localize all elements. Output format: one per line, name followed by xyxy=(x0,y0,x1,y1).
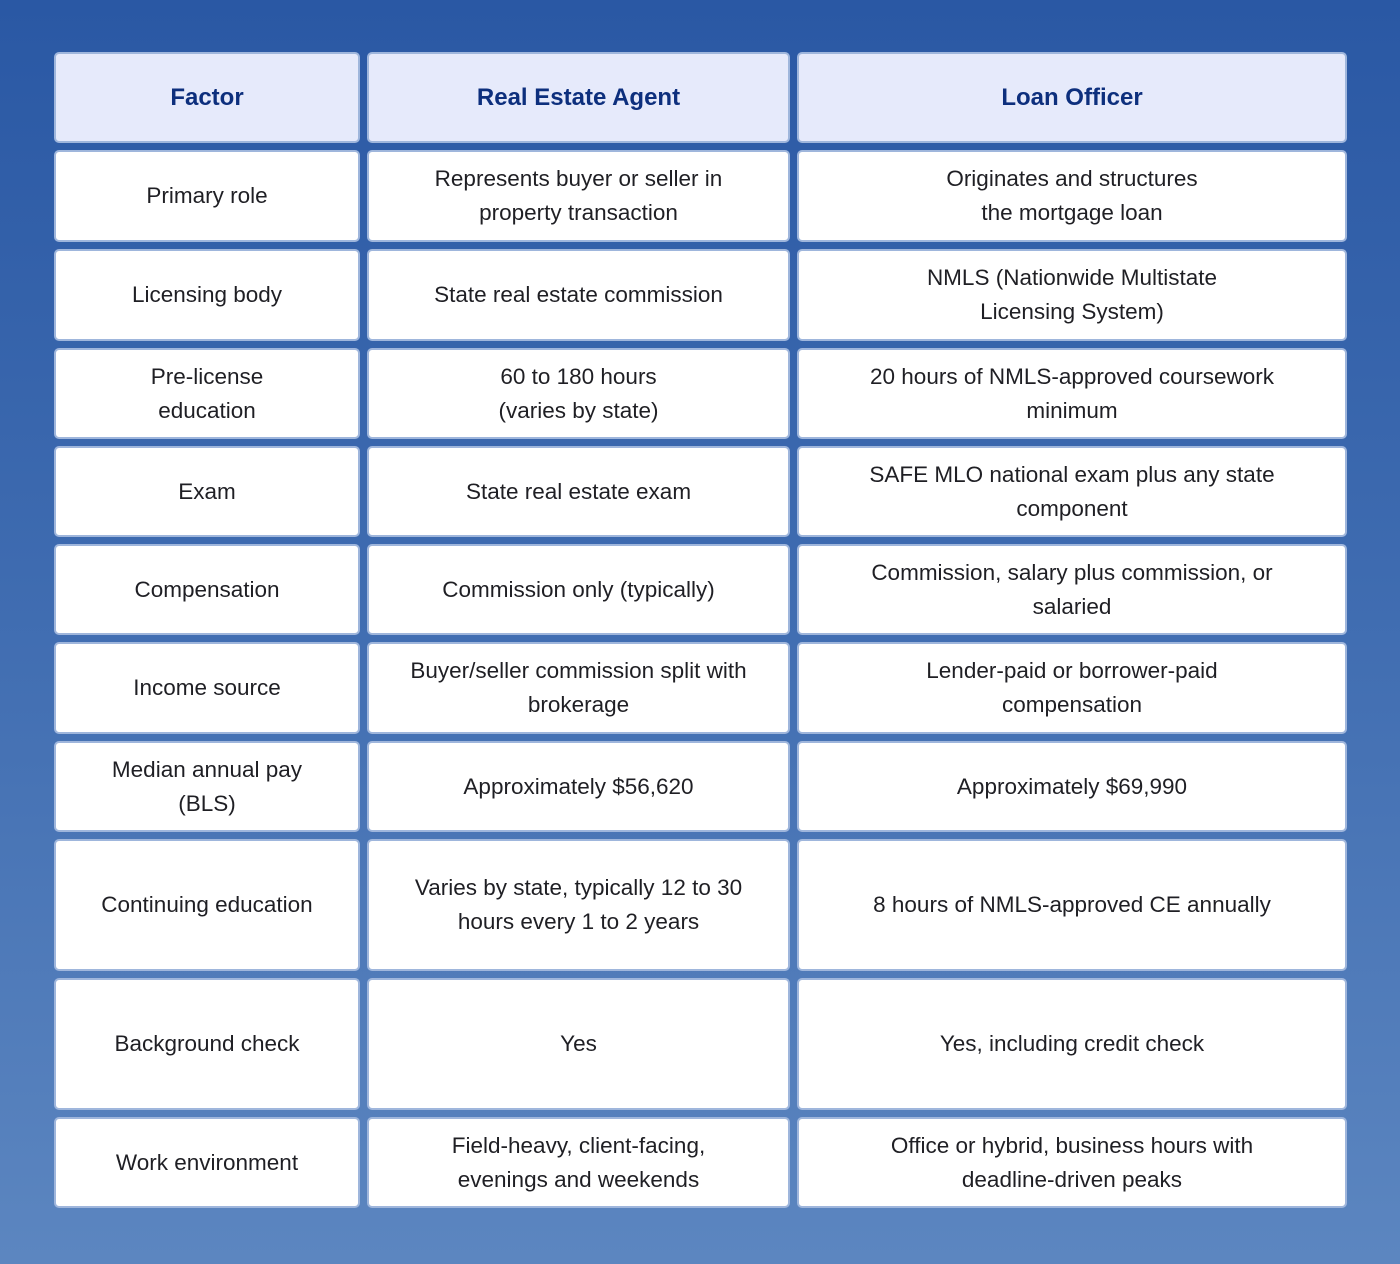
table-row xyxy=(54,446,1347,537)
table-row xyxy=(54,1117,1347,1208)
loan-officer-cell: 8 hours of NMLS-approved CE annually xyxy=(797,839,1347,971)
factor-cell: Median annual pay (BLS) xyxy=(54,741,360,832)
factor-cell: Work environment xyxy=(54,1117,360,1208)
comparison-table xyxy=(54,52,1347,1215)
agent-cell: Approximately $56,620 xyxy=(367,741,790,832)
loan-officer-cell: Approximately $69,990 xyxy=(797,741,1347,832)
factor-cell: Exam xyxy=(54,446,360,537)
agent-cell: Commission only (typically) xyxy=(367,544,790,635)
table-row xyxy=(54,642,1347,734)
factor-cell: Pre-license education xyxy=(54,348,360,439)
table-row xyxy=(54,150,1347,242)
loan-officer-cell: Originates and structures the mortgage loan xyxy=(797,150,1347,242)
header-loan-officer: Loan Officer xyxy=(797,52,1347,143)
loan-officer-cell: Office or hybrid, business hours with deadline-driven peaks xyxy=(797,1117,1347,1208)
table-header-row xyxy=(54,52,1347,143)
agent-cell: State real estate exam xyxy=(367,446,790,537)
loan-officer-cell: Lender-paid or borrower-paid compensation xyxy=(797,642,1347,734)
loan-officer-cell: Yes, including credit check xyxy=(797,978,1347,1110)
agent-cell: Varies by state, typically 12 to 30 hours every 1 to 2 years xyxy=(367,839,790,971)
table-row xyxy=(54,544,1347,635)
loan-officer-cell: Commission, salary plus commission, or salaried xyxy=(797,544,1347,635)
factor-cell: Compensation xyxy=(54,544,360,635)
agent-cell: Field-heavy, client-facing, evenings and weekends xyxy=(367,1117,790,1208)
factor-cell: Income source xyxy=(54,642,360,734)
factor-cell: Continuing education xyxy=(54,839,360,971)
table-row xyxy=(54,348,1347,439)
table-row xyxy=(54,978,1347,1110)
agent-cell: 60 to 180 hours (varies by state) xyxy=(367,348,790,439)
factor-cell: Licensing body xyxy=(54,249,360,341)
table-row xyxy=(54,249,1347,341)
agent-cell: State real estate commission xyxy=(367,249,790,341)
table-row xyxy=(54,839,1347,971)
factor-cell: Primary role xyxy=(54,150,360,242)
agent-cell: Buyer/seller commission split with brokerage xyxy=(367,642,790,734)
factor-cell: Background check xyxy=(54,978,360,1110)
agent-cell: Represents buyer or seller in property transaction xyxy=(367,150,790,242)
loan-officer-cell: NMLS (Nationwide Multistate Licensing System) xyxy=(797,249,1347,341)
loan-officer-cell: SAFE MLO national exam plus any state component xyxy=(797,446,1347,537)
loan-officer-cell: 20 hours of NMLS-approved coursework minimum xyxy=(797,348,1347,439)
header-real-estate-agent: Real Estate Agent xyxy=(367,52,790,143)
header-factor: Factor xyxy=(54,52,360,143)
agent-cell: Yes xyxy=(367,978,790,1110)
table-row xyxy=(54,741,1347,832)
